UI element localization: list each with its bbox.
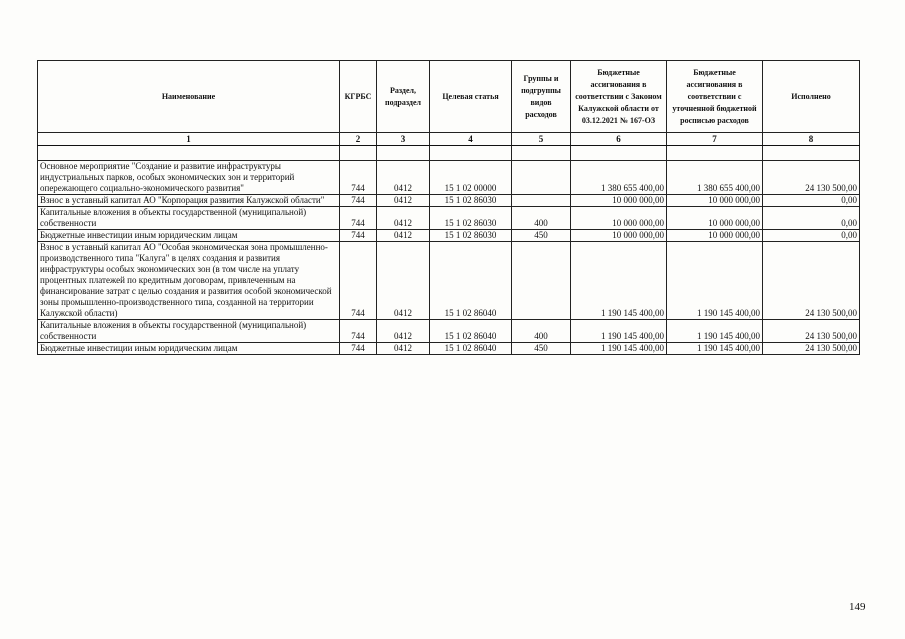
row-section: 0412: [377, 207, 430, 230]
row-target: 15 1 02 86030: [430, 230, 512, 242]
table-row: [38, 230, 860, 242]
table-row: [38, 242, 860, 320]
row-section: 0412: [377, 242, 430, 320]
row-target: 15 1 02 86030: [430, 195, 512, 207]
row-name: Основное мероприятие "Создание и развитие инфраструктуры индустриальных парков, особых экономических зон и территорий опережающего социально-экономического развития": [38, 161, 340, 195]
col-num: 2: [340, 133, 377, 146]
row-kgrbs: 744: [340, 195, 377, 207]
header-row: [38, 61, 860, 133]
table-row: [38, 161, 860, 195]
row-refined-amount: 10 000 000,00: [667, 207, 763, 230]
row-law-amount: 1 190 145 400,00: [571, 343, 667, 355]
row-target: 15 1 02 86030: [430, 207, 512, 230]
table-row: [38, 343, 860, 355]
row-kgrbs: 744: [340, 242, 377, 320]
row-refined-amount: 1 190 145 400,00: [667, 320, 763, 343]
row-kgrbs: 744: [340, 320, 377, 343]
row-name: Бюджетные инвестиции иным юридическим лицам: [38, 230, 340, 242]
row-done-amount: 0,00: [763, 195, 860, 207]
col-header-section: Раздел, подраздел: [377, 61, 430, 133]
col-header-done: Исполнено: [763, 61, 860, 133]
row-target: 15 1 02 86040: [430, 320, 512, 343]
row-group: [512, 161, 571, 195]
column-number-row: [38, 133, 860, 146]
col-num: 8: [763, 133, 860, 146]
row-name: Бюджетные инвестиции иным юридическим лицам: [38, 343, 340, 355]
row-target: 15 1 02 86040: [430, 242, 512, 320]
row-group: 400: [512, 320, 571, 343]
col-num: 6: [571, 133, 667, 146]
spacer-row: [38, 146, 860, 161]
col-num: 3: [377, 133, 430, 146]
row-refined-amount: 10 000 000,00: [667, 230, 763, 242]
row-done-amount: 0,00: [763, 207, 860, 230]
col-header-target: Целевая статья: [430, 61, 512, 133]
col-header-group: Группы и подгруппы видов расходов: [512, 61, 571, 133]
row-section: 0412: [377, 320, 430, 343]
row-group: [512, 195, 571, 207]
budget-table: [37, 60, 860, 355]
col-num: 4: [430, 133, 512, 146]
row-law-amount: 1 190 145 400,00: [571, 242, 667, 320]
col-num: 5: [512, 133, 571, 146]
col-header-refined: Бюджетные ассигнования в соответствии с уточненной бюджетной росписью расходов: [667, 61, 763, 133]
row-section: 0412: [377, 230, 430, 242]
col-num: 1: [38, 133, 340, 146]
row-kgrbs: 744: [340, 343, 377, 355]
row-kgrbs: 744: [340, 230, 377, 242]
row-refined-amount: 1 380 655 400,00: [667, 161, 763, 195]
col-num: 7: [667, 133, 763, 146]
row-refined-amount: 10 000 000,00: [667, 195, 763, 207]
row-done-amount: 24 130 500,00: [763, 320, 860, 343]
col-header-name: Наименование: [38, 61, 340, 133]
col-header-kgrbs: КГРБС: [340, 61, 377, 133]
row-done-amount: 0,00: [763, 230, 860, 242]
row-section: 0412: [377, 161, 430, 195]
table-row: [38, 195, 860, 207]
row-law-amount: 10 000 000,00: [571, 207, 667, 230]
table-body: [38, 146, 860, 355]
row-law-amount: 1 190 145 400,00: [571, 320, 667, 343]
row-name: Взнос в уставный капитал АО "Особая экономическая зона промышленно-производственного типа "Калуга" в целях создания и развития инфраструктуры особых экономических зон (в том числе на уплату процентных платежей по кредитным договорам, привлеченным на финансирование затрат с целью создания и развития особой экономической зоны промышленно-производственного типа, созданной на территории Калужской области): [38, 242, 340, 320]
row-refined-amount: 1 190 145 400,00: [667, 343, 763, 355]
col-header-law: Бюджетные ассигнования в соответствии с Законом Калужской области от 03.12.2021 № 167-ОЗ: [571, 61, 667, 133]
row-section: 0412: [377, 195, 430, 207]
row-kgrbs: 744: [340, 161, 377, 195]
row-refined-amount: 1 190 145 400,00: [667, 242, 763, 320]
budget-table-sheet: [37, 60, 859, 355]
row-group: 450: [512, 343, 571, 355]
row-section: 0412: [377, 343, 430, 355]
row-name: Капитальные вложения в объекты государственной (муниципальной) собственности: [38, 207, 340, 230]
row-law-amount: 10 000 000,00: [571, 230, 667, 242]
row-target: 15 1 02 86040: [430, 343, 512, 355]
row-group: [512, 242, 571, 320]
row-name: Взнос в уставный капитал АО "Корпорация развития Калужской области": [38, 195, 340, 207]
row-group: 450: [512, 230, 571, 242]
row-name: Капитальные вложения в объекты государственной (муниципальной) собственности: [38, 320, 340, 343]
row-done-amount: 24 130 500,00: [763, 242, 860, 320]
row-target: 15 1 02 00000: [430, 161, 512, 195]
table-row: [38, 207, 860, 230]
row-group: 400: [512, 207, 571, 230]
row-kgrbs: 744: [340, 207, 377, 230]
row-done-amount: 24 130 500,00: [763, 343, 860, 355]
page-number: 149: [849, 601, 866, 613]
table-row: [38, 320, 860, 343]
row-done-amount: 24 130 500,00: [763, 161, 860, 195]
row-law-amount: 1 380 655 400,00: [571, 161, 667, 195]
row-law-amount: 10 000 000,00: [571, 195, 667, 207]
